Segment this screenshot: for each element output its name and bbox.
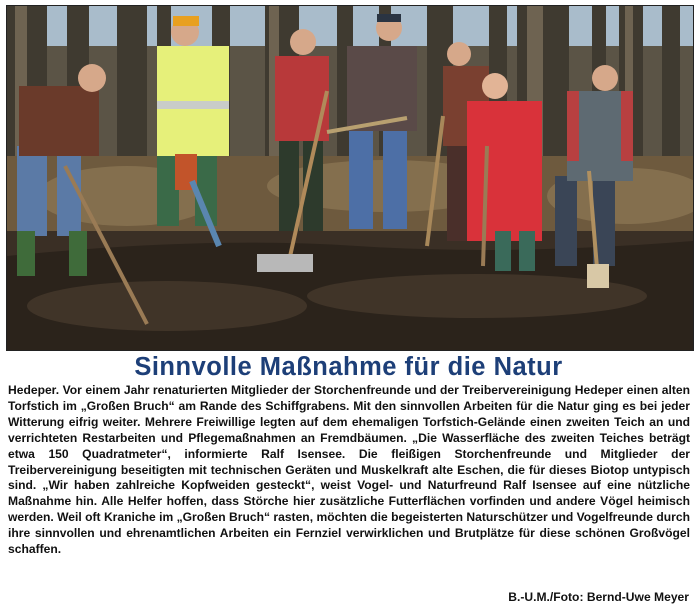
photo-credit: B.-U.M./Foto: Bernd-Uwe Meyer <box>508 590 689 604</box>
article-photo <box>6 5 694 351</box>
article-body: Hedeper. Vor einem Jahr renaturierten Mitglieder der Storchenfreunde und der Treibervereinigung Hedeper einen alten Torfstich im „Großen Bruch“ am Rande des Schiffgrabens. Mit den sinnvollen Arbeiten für die Natur ging es bei jeder Witterung eifrig weiter. Mehrere Freiwillige legten auf dem ehemaligen Torfstich-Gelände einen zweiten Teich an und verrichteten Restarbeiten und Pflegemaßnahmen an Fremdbäumen. „Die Wasserfläche des zweiten Teiches beträgt etwa 150 Quadratmeter“, informierte Ralf Isensee. Die fleißigen Storchenfreunde und Mitglieder der Treibervereinigung beseitigten mit technischen Geräten und Muskelkraft alte Eschen, die für dieses Biotop untypisch sind. „Wir haben zahlreiche Kopfweiden gesteckt“, weist Vogel- und Naturfreund Ralf Isensee auf eine nützliche Maßnahme hin. Alle Helfer hoffen, dass Störche hier zusätzliche Futterflächen vorfinden und andere Vögel heimisch werden. Weil oft Kraniche im „Großen Bruch“ rasten, möchten die begeisterten Naturschützer und Vogelfreunde durch ihre sinnvollen und ehrenamtlichen Arbeiten ein Fernziel verwirklichen und Brutplätze für diese schönen Großvögel schaffen. <box>8 383 690 557</box>
article-headline: Sinnvolle Maßnahme für die Natur <box>134 353 563 381</box>
